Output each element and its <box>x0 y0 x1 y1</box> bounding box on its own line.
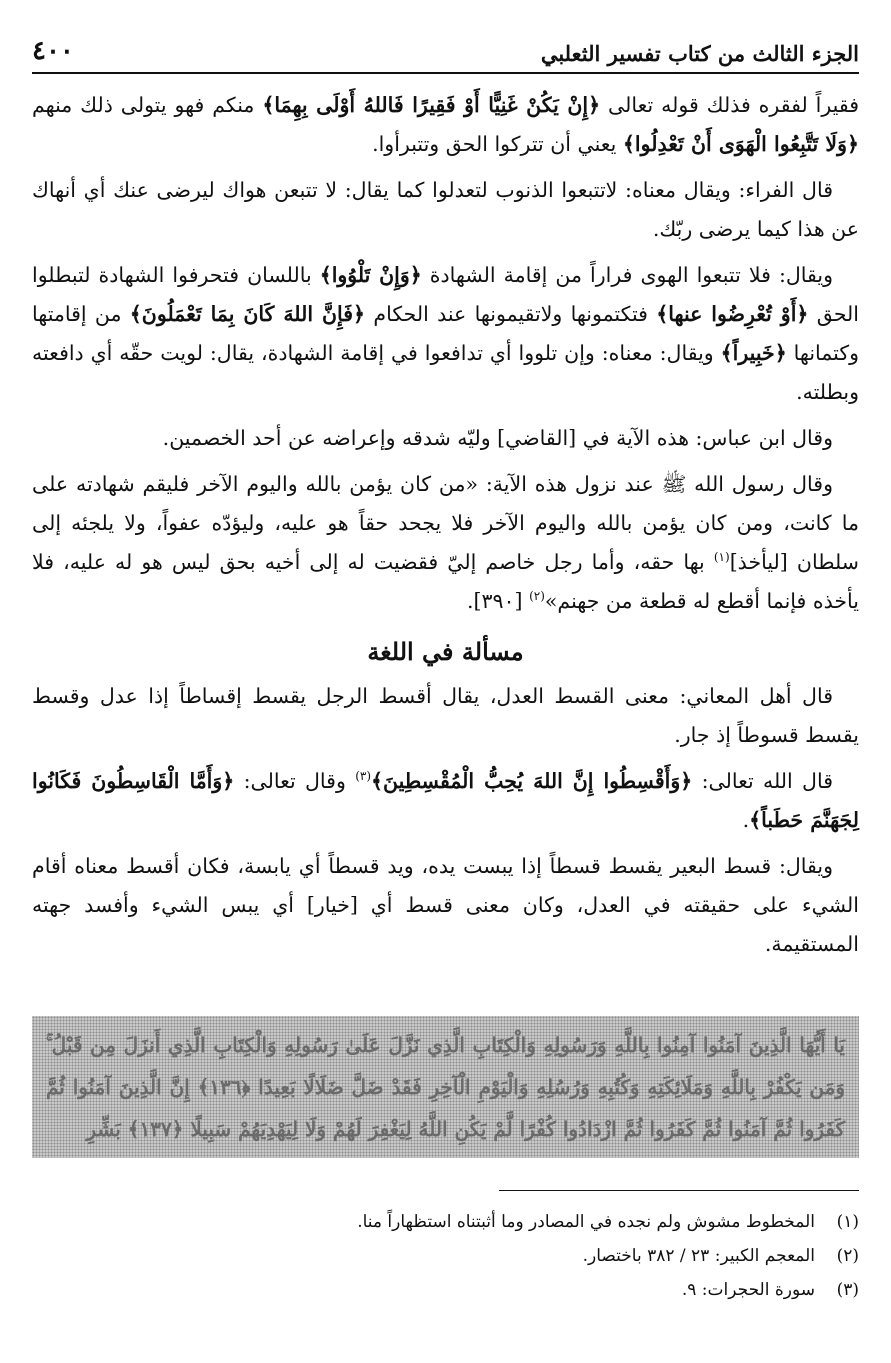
footnote-number: (٣) <box>836 1280 859 1300</box>
running-title: الجزء الثالث من كتاب تفسير الثعلبي <box>540 41 859 66</box>
footnotes <box>32 1205 859 1307</box>
footnote-marker: (٣) <box>355 769 372 784</box>
quran-quote: ﴿خَبِيراً﴾ <box>720 341 787 365</box>
footnote-marker: (٢) <box>529 589 545 604</box>
quran-quote: ﴿فَإِنَّ اللهَ كَانَ بِمَا تَعْمَلُونَ﴾ <box>129 302 366 326</box>
footnote-text: المعجم الكبير: ٢٣ / ٣٨٢ باختصار. <box>582 1246 815 1266</box>
paragraph-7: قال الله تعالى: ﴿وَأَقْسِطُوا إِنَّ اللهَ يُحِبُّ الْمُقْسِطِينَ﴾$^{(٣)}$ وقال تعالى: ﴿وَأَمَّا الْقَاسِطُونَ فَكَانُوا لِجَهَنَّمَ حَطَباً﴾. <box>32 769 859 832</box>
footnote-separator <box>499 1190 859 1191</box>
quran-quote: ﴿أَوْ تُعْرِضُوا عنها﴾ <box>656 302 809 326</box>
paragraph-8: ويقال: قسط البعير يقسط قسطاً إذا يبست يده، ويد قسطاً أي يابسة، فكان أقسط معناه أقام الشيء على حقيقته في العدل، وكان معنى قسط أي [خيار] أي يبس الشيء وأفسد جهته المستقيمة. <box>32 854 859 956</box>
quran-quote: ﴿إِنْ يَكُنْ غَنِيًّا أَوْ فَقِيرًا فَاللهُ أَوْلَى بِهِمَا﴾ <box>262 93 601 117</box>
paragraph-2: قال الفراء: ويقال معناه: لاتتبعوا الذنوب لتعدلوا كما يقال: لا تتبعن هواك ليرضى عنك أي أنهاك عن هذا كيما يرضى ربّك. <box>32 178 859 241</box>
footnote-text: المخطوط مشوش ولم نجده في المصادر وما أثبتناه استظهاراً منا. <box>357 1212 815 1232</box>
paragraph-4: وقال ابن عباس: هذه الآية في [القاضي] وليّه شدقه وإعراضه عن أحد الخصمين. <box>162 426 833 450</box>
paragraph-6: قال أهل المعاني: معنى القسط العدل، يقال أقسط الرجل يقسط إقساطاً إذا عدل وقسط يقسط قسوطاً إذ جار. <box>32 684 859 747</box>
page-header <box>32 30 859 74</box>
quran-quote: ﴿وَأَقْسِطُوا إِنَّ اللهَ يُحِبُّ الْمُقْسِطِينَ﴾ <box>371 769 693 793</box>
section-heading: مسألة في اللغة <box>367 637 524 666</box>
quran-verse-box <box>32 1016 859 1158</box>
main-text <box>32 86 859 971</box>
verse-text: يَا أَيُّهَا الَّذِينَ آمَنُوا آمِنُوا بِاللَّهِ وَرَسُولِهِ وَالْكِتَابِ الَّذِي نَزَّلَ عَلَىٰ رَسُولِهِ وَالْكِتَابِ الَّذِي أَنزَلَ مِن قَبْلُ ۚ وَمَن يَكْفُرْ بِاللَّهِ وَمَلَائِكَتِهِ وَكُتُبِهِ وَرُسُلِهِ وَالْيَوْمِ الْآخِرِ فَقَدْ ضَلَّ ضَلَالًا بَعِيدًا ﴿١٣٦﴾ إِنَّ الَّذِينَ آمَنُوا ثُمَّ كَفَرُوا ثُمَّ آمَنُوا ثُمَّ كَفَرُوا ثُمَّ ازْدَادُوا كُفْرًا لَّمْ يَكُنِ اللَّهُ لِيَغْفِرَ لَهُمْ وَلَا لِيَهْدِيَهُمْ سَبِيلًا ﴿١٣٧﴾ بَشِّرِ <box>46 1033 845 1141</box>
paragraph-3: ويقال: فلا تتبعوا الهوى فراراً من إقامة الشهادة ﴿وَإِنْ تَلْوُوا﴾ باللسان فتحرفوا الشهادة لتبطلوا الحق ﴿أَوْ تُعْرِضُوا عنها﴾ فتكتمونها ولاتقيمونها عند الحكام ﴿فَإِنَّ اللهَ كَانَ بِمَا تَعْمَلُونَ﴾ من إقامتها وكتمانها ﴿خَبِيراً﴾ ويقال: معناه: وإن تلووا أي تدافعوا في إقامة الشهادة، يقال: لويت حقّه أي دافعته وبطلته. <box>32 263 859 404</box>
quran-quote: ﴿وَإِنْ تَلْوُوا﴾ <box>319 263 422 287</box>
quran-quote: ﴿وَأَمَّا الْقَاسِطُونَ فَكَانُوا لِجَهَنَّمَ حَطَباً﴾ <box>32 769 859 832</box>
paragraph-5: وقال رسول الله ﷺ عند نزول هذه الآية: «من كان يؤمن بالله واليوم الآخر فليقم شهادته على ما كانت، ومن كان يؤمن بالله واليوم الآخر فلا يجحد حقاً هو عليه، وليؤدّه عفواً، ولا يلجئه إلى سلطان [ليأخذ]$^{(١)}$ بها حقه، وأما رجل خاصم إليّ فقضيت له إلى أخيه بحق ليس هو له عليه، فلا يأخذه فإنما أقطع له قطعة من جهنم»$^{(٢)}$ [٣٩٠]. <box>32 472 859 613</box>
footnote-number: (١) <box>836 1212 859 1232</box>
footnote-item <box>32 1205 859 1239</box>
page-number: ٤٠٠ <box>32 36 74 66</box>
footnote-number: (٢) <box>836 1246 859 1266</box>
quran-quote: ﴿وَلَا تَتَّبِعُوا الْهَوَى أَنْ تَعْدِلُوا﴾ <box>622 132 859 156</box>
footnote-item <box>32 1239 859 1273</box>
footnote-item <box>32 1273 859 1307</box>
paragraph-1: فقيراً لفقره فذلك قوله تعالى ﴿إِنْ يَكُنْ غَنِيًّا أَوْ فَقِيرًا فَاللهُ أَوْلَى بِهِمَا﴾ منكم فهو يتولى ذلك منهم ﴿وَلَا تَتَّبِعُوا الْهَوَى أَنْ تَعْدِلُوا﴾ يعني أن تتركوا الحق وتتبرأوا. <box>32 93 859 156</box>
footnote-text: سورة الحجرات: ٩. <box>681 1280 815 1300</box>
footnote-marker: (١) <box>713 550 730 565</box>
